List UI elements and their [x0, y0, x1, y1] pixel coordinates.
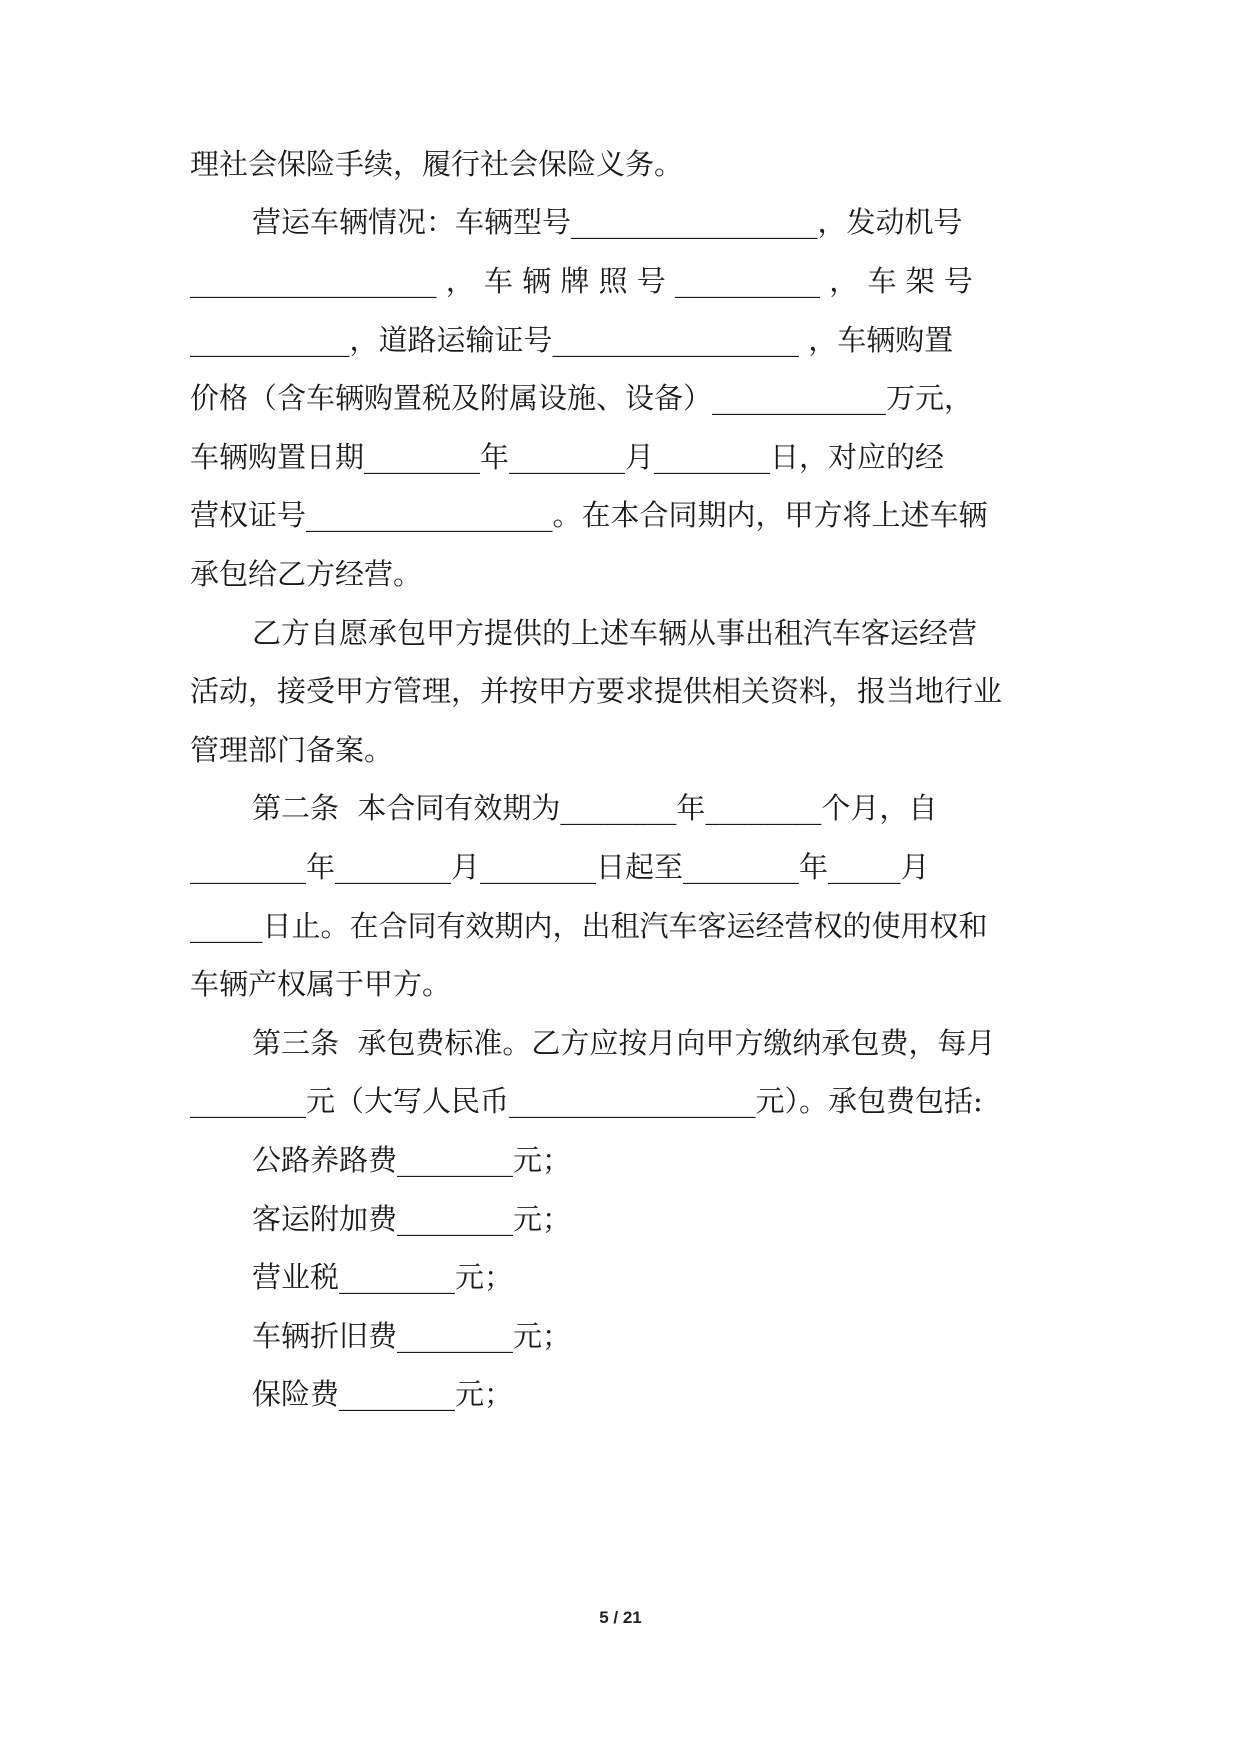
paragraph-line: 营运车辆情况：车辆型号_________________，发动机号 — [252, 205, 963, 239]
fee-item-line: 营业税________元； — [252, 1260, 514, 1294]
paragraph-line: _________________ ， 车 辆 牌 照 号 __________ ， 车 架 号 — [190, 264, 973, 298]
paragraph-line: 承包给乙方经营。 — [190, 557, 423, 591]
paragraph-line: ___________，道路运输证号_________________ ，车辆购置 — [190, 323, 954, 357]
paragraph-line: 活动，接受甲方管理，并按甲方要求提供相关资料，报当地行业 — [190, 674, 1003, 708]
paragraph-line: 车辆产权属于甲方。 — [190, 967, 452, 1001]
fee-item-line: 公路养路费________元； — [252, 1143, 572, 1177]
paragraph-line: ________年________月________日起至________年_____月 — [190, 850, 930, 884]
paragraph-line: 价格（含车辆购置税及附属设施、设备）____________万元， — [190, 381, 974, 415]
paragraph-line: 乙方自愿承包甲方提供的上述车辆从事出租汽车客运经营 — [252, 616, 978, 650]
paragraph-line: ________元（大写人民币_________________元）。承包费包括: — [190, 1084, 983, 1118]
paragraph-line: 理社会保险手续，履行社会保险义务。 — [190, 147, 684, 181]
fee-item-line: 客运附加费________元； — [252, 1202, 572, 1236]
page-number: 5 / 21 — [599, 1608, 642, 1627]
paragraph-line: 车辆购置日期________年________月________日，对应的经 — [190, 440, 945, 474]
fee-item-line: 车辆折旧费________元； — [252, 1319, 572, 1353]
paragraph-line: 营权证号_________________。在本合同期内，甲方将上述车辆 — [190, 498, 988, 532]
fee-item-line: 保险费________元； — [252, 1377, 514, 1411]
paragraph-line: 第二条 本合同有效期为________年________个月，自 — [252, 791, 938, 825]
paragraph-line: _____日止。在合同有效期内，出租汽车客运经营权的使用权和 — [190, 909, 988, 943]
paragraph-line: 管理部门备案。 — [190, 733, 394, 767]
paragraph-line: 第三条 承包费标准。乙方应按月向甲方缴纳承包费，每月 — [252, 1026, 996, 1060]
